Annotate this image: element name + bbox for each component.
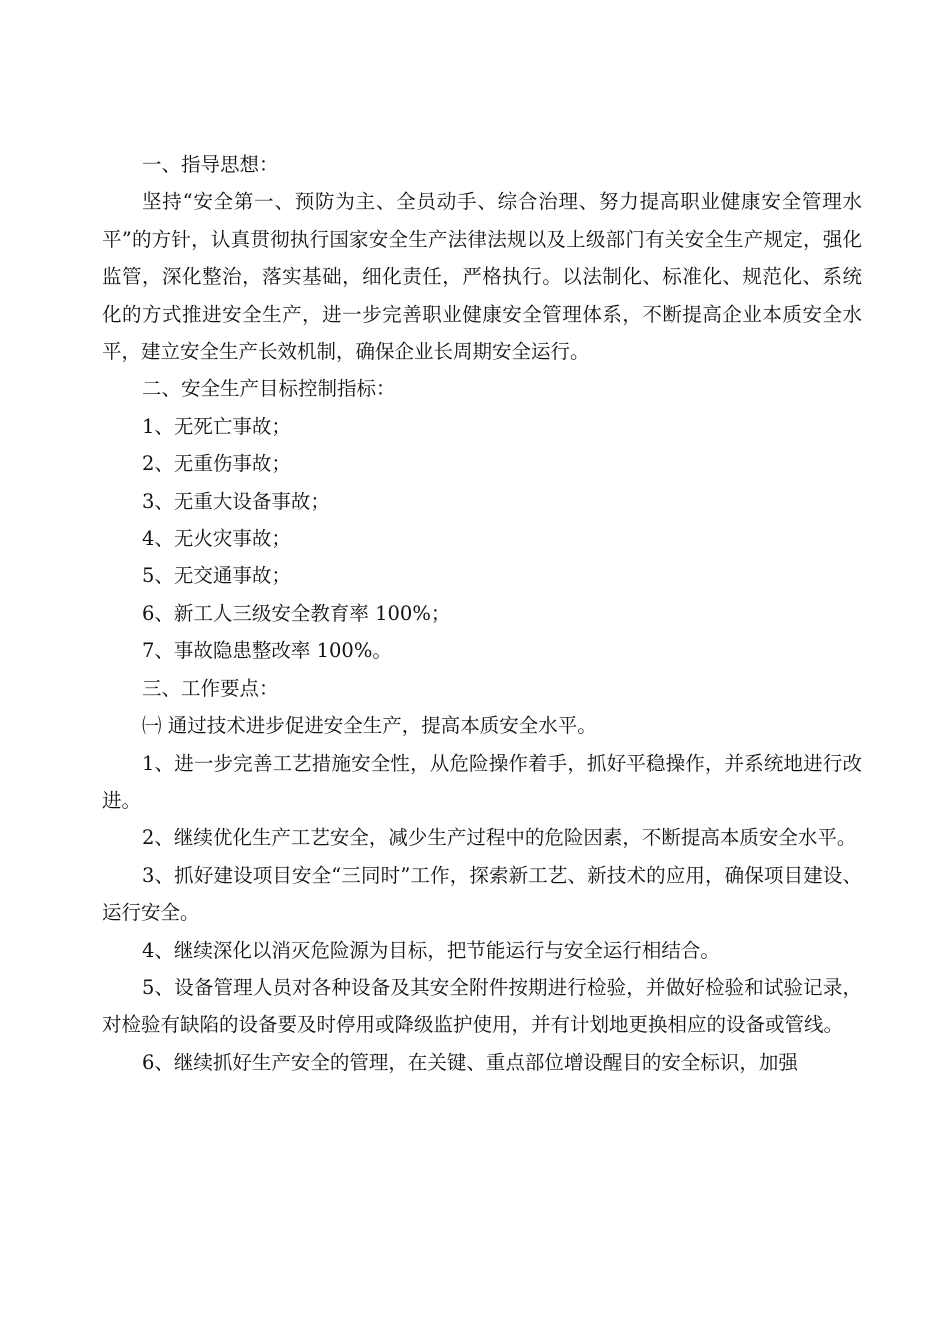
- document-body: [102, 146, 862, 1081]
- subsection-heading: ㈠ 通过技术进步促进安全生产，提高本质安全水平。: [142, 714, 597, 738]
- work-point-item: 2、继续优化生产工艺安全，减少生产过程中的危险因素，不断提高本质安全水平。: [142, 826, 857, 850]
- target-item: 3、无重大设备事故；: [142, 489, 330, 513]
- work-point-item: 6、继续抓好生产安全的管理，在关键、重点部位增设醒目的安全标识，加强: [142, 1050, 798, 1074]
- target-item: 1、无死亡事故；: [142, 414, 291, 438]
- target-item: 2、无重伤事故；: [142, 452, 291, 476]
- section-heading-control-targets: 二、安全生产目标控制指标：: [142, 377, 396, 401]
- paragraph-guiding-ideology: 坚持“安全第一、预防为主、全员动手、综合治理、努力提高职业健康安全管理水平”的方针，认真贯彻执行国家安全生产法律法规以及上级部门有关安全生产规定，强化监管，深化整治，落实基础，细化责任，严格执行。以法制化、标准化、规范化、系统化的方式推进安全生产，进一步完善职业健康安全管理体系，不断提高企业本质安全水平，建立安全生产长效机制，确保企业长周期安全运行。: [102, 190, 862, 364]
- target-item: 6、新工人三级安全教育率 100%；: [142, 601, 451, 625]
- work-point-item: 4、继续深化以消灭危险源为目标，把节能运行与安全运行相结合。: [142, 938, 720, 962]
- section-heading-work-points: 三、工作要点：: [142, 676, 279, 700]
- target-item: 4、无火灾事故；: [142, 527, 291, 551]
- target-item: 7、事故隐患整改率 100%。: [142, 639, 392, 663]
- work-point-item: 3、抓好建设项目安全“三同时”工作，探索新工艺、新技术的应用，确保项目建设、运行安全。: [102, 863, 862, 925]
- work-point-item: 1、进一步完善工艺措施安全性，从危险操作着手，抓好平稳操作，并系统地进行改进。: [102, 751, 862, 812]
- work-point-item: 5、设备管理人员对各种设备及其安全附件按期进行检验，并做好检验和试验记录，对检验有缺陷的设备要及时停用或降级监护使用，并有计划地更换相应的设备或管线。: [102, 975, 862, 1037]
- section-heading-guiding-ideology: 一、指导思想：: [142, 153, 279, 176]
- target-item: 5、无交通事故；: [142, 564, 291, 588]
